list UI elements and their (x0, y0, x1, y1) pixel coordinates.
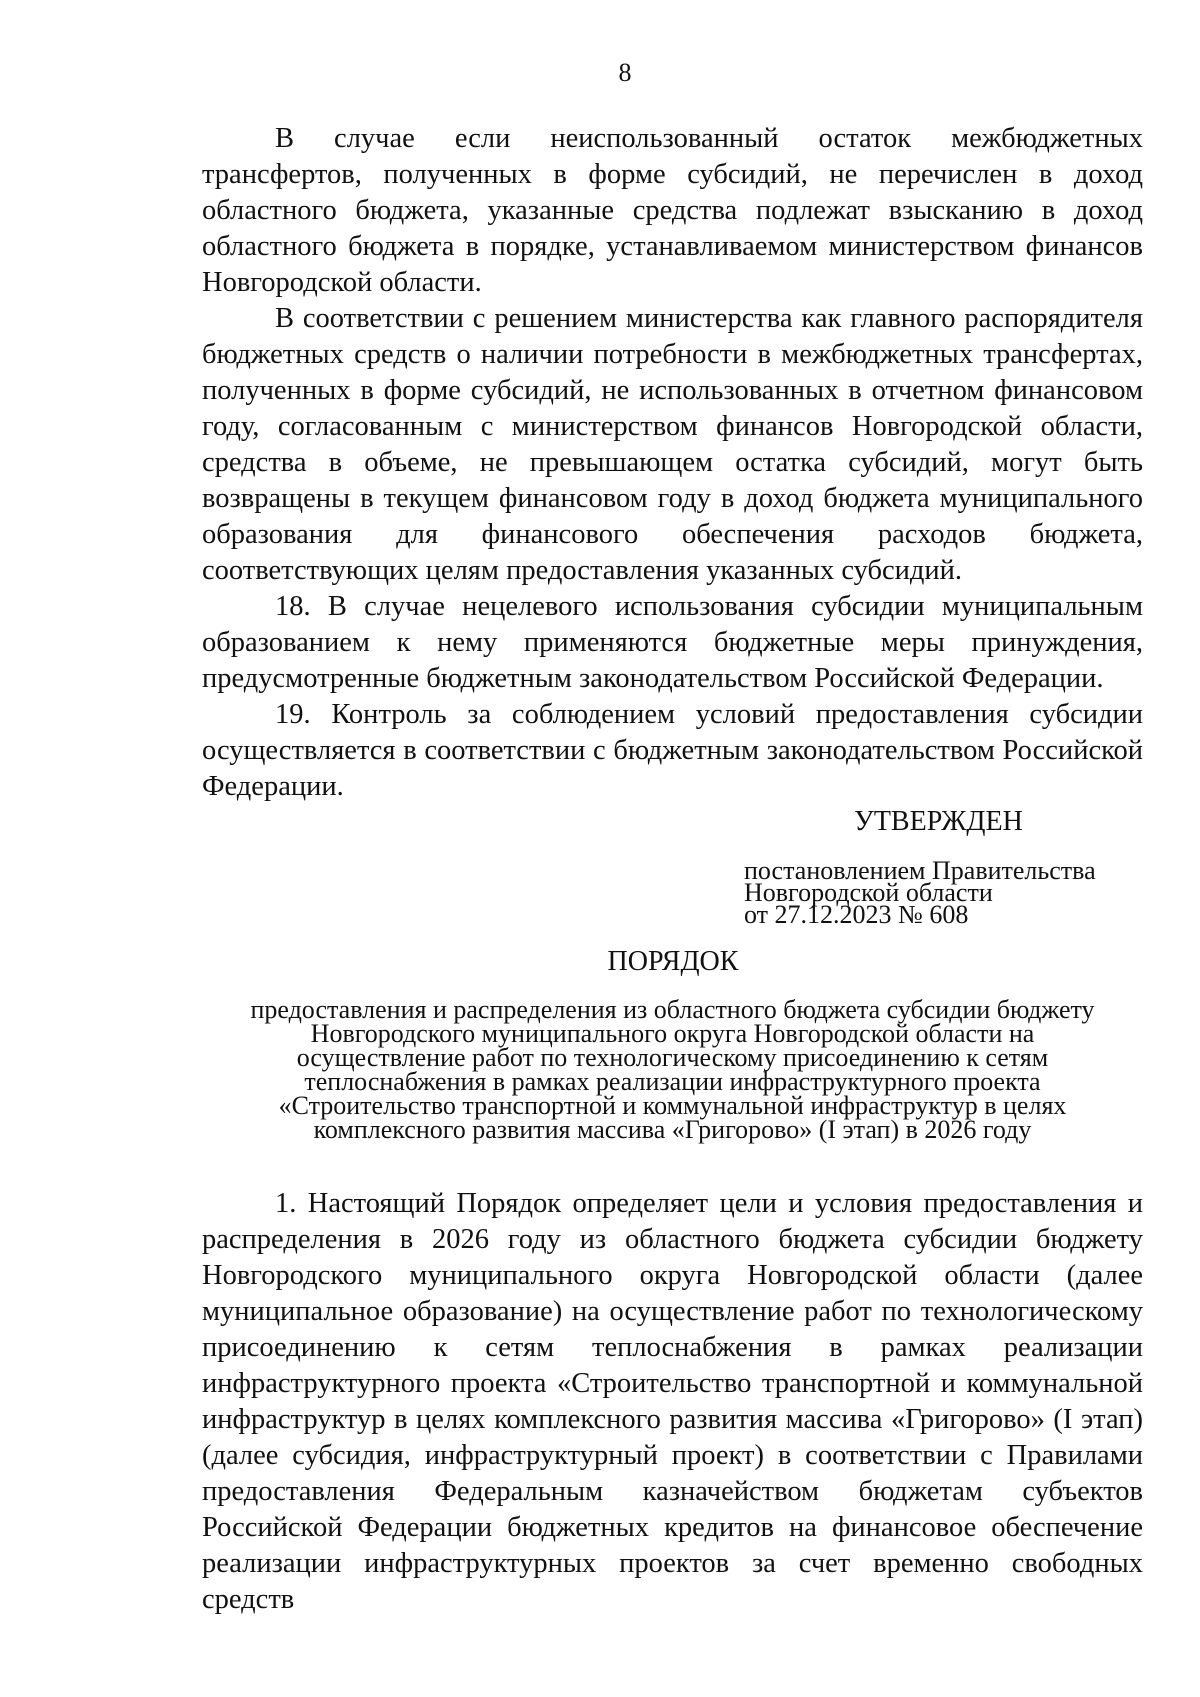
approval-line: постановлением Правительства (744, 856, 1096, 885)
approval-block (744, 804, 1164, 929)
paragraph: 1. Настоящий Порядок определяет цели и условия предоставления и распределения в 2026 году из областного бюджета субсидии бюджету Новгородского муниципального округа Новгородской области (далее муниципальное образование) на осуществление работ по технологическому присоединению к сетям теплоснабжения в рамках реализации инфраструктурного проекта «Строительство транспортной и коммунальной инфраструктур в целях комплексного развития массива «Григорово» (I этап) (далее субсидия, инфраструктурный проект) в соответствии с Правилами предоставления Федеральным казначейством бюджетам субъектов Российской Федерации бюджетных кредитов на финансовое обеспечение реализации инфраструктурных проектов за счет временно свободных средств (202, 1188, 1143, 1615)
subtitle-line: осуществление работ по технологическому присоединению к сетям (296, 1043, 1049, 1072)
order-title: ПОРЯДОК (607, 946, 739, 977)
paragraph: 18. В случае нецелевого использования субсидии муниципальным образованием к нему применяются бюджетные меры принуждения, предусмотренные бюджетным законодательством Российской Федерации. (202, 591, 1143, 694)
body-text-bottom (202, 1186, 1143, 1618)
subtitle-line: Новгородского муниципального округа Новгородской области на (310, 1019, 1035, 1048)
subtitle-line: комплексного развития массива «Григорово» (I этап) в 2026 году (313, 1115, 1032, 1144)
subtitle-line: предоставления и распределения из областного бюджета субсидии бюджету (250, 995, 1095, 1024)
approval-line: от 27.12.2023 № 608 (744, 900, 969, 929)
page-number: 8 (618, 58, 632, 87)
subtitle-line: теплоснабжения в рамках реализации инфраструктурного проекта (304, 1067, 1041, 1096)
paragraph: 19. Контроль за соблюдением условий предоставления субсидии осуществляется в соответствии с бюджетным законодательством Российской Федерации. (202, 699, 1143, 802)
order-subtitle (202, 995, 1143, 1144)
paragraph: В соответствии с решением министерства как главного распорядителя бюджетных средств о наличии потребности в межбюджетных трансфертах, полученных в форме субсидий, не использованных в отчетном финансовом году, согласованным с министерством финансов Новгородской области, средства в объеме, не превышающем остатка субсидий, могут быть возвращены в текущем финансовом году в доход бюджета муниципального образования для финансового обеспечения расходов бюджета, соответствующих целям предоставления указанных субсидий. (202, 303, 1143, 586)
approval-title: УТВЕРЖДЕН (854, 806, 1023, 837)
approval-line: Новгородской области (744, 878, 993, 907)
paragraph: В случае если неиспользованный остаток межбюджетных трансфертов, полученных в форме субсидий, не перечислен в доход областного бюджета, указанные средства подлежат взысканию в доход областного бюджета в порядке, устанавливаемом министерством финансов Новгородской области. (202, 123, 1143, 298)
subtitle-line: «Строительство транспортной и коммунальной инфраструктур в целях (278, 1091, 1067, 1120)
body-text-top (202, 121, 1143, 805)
